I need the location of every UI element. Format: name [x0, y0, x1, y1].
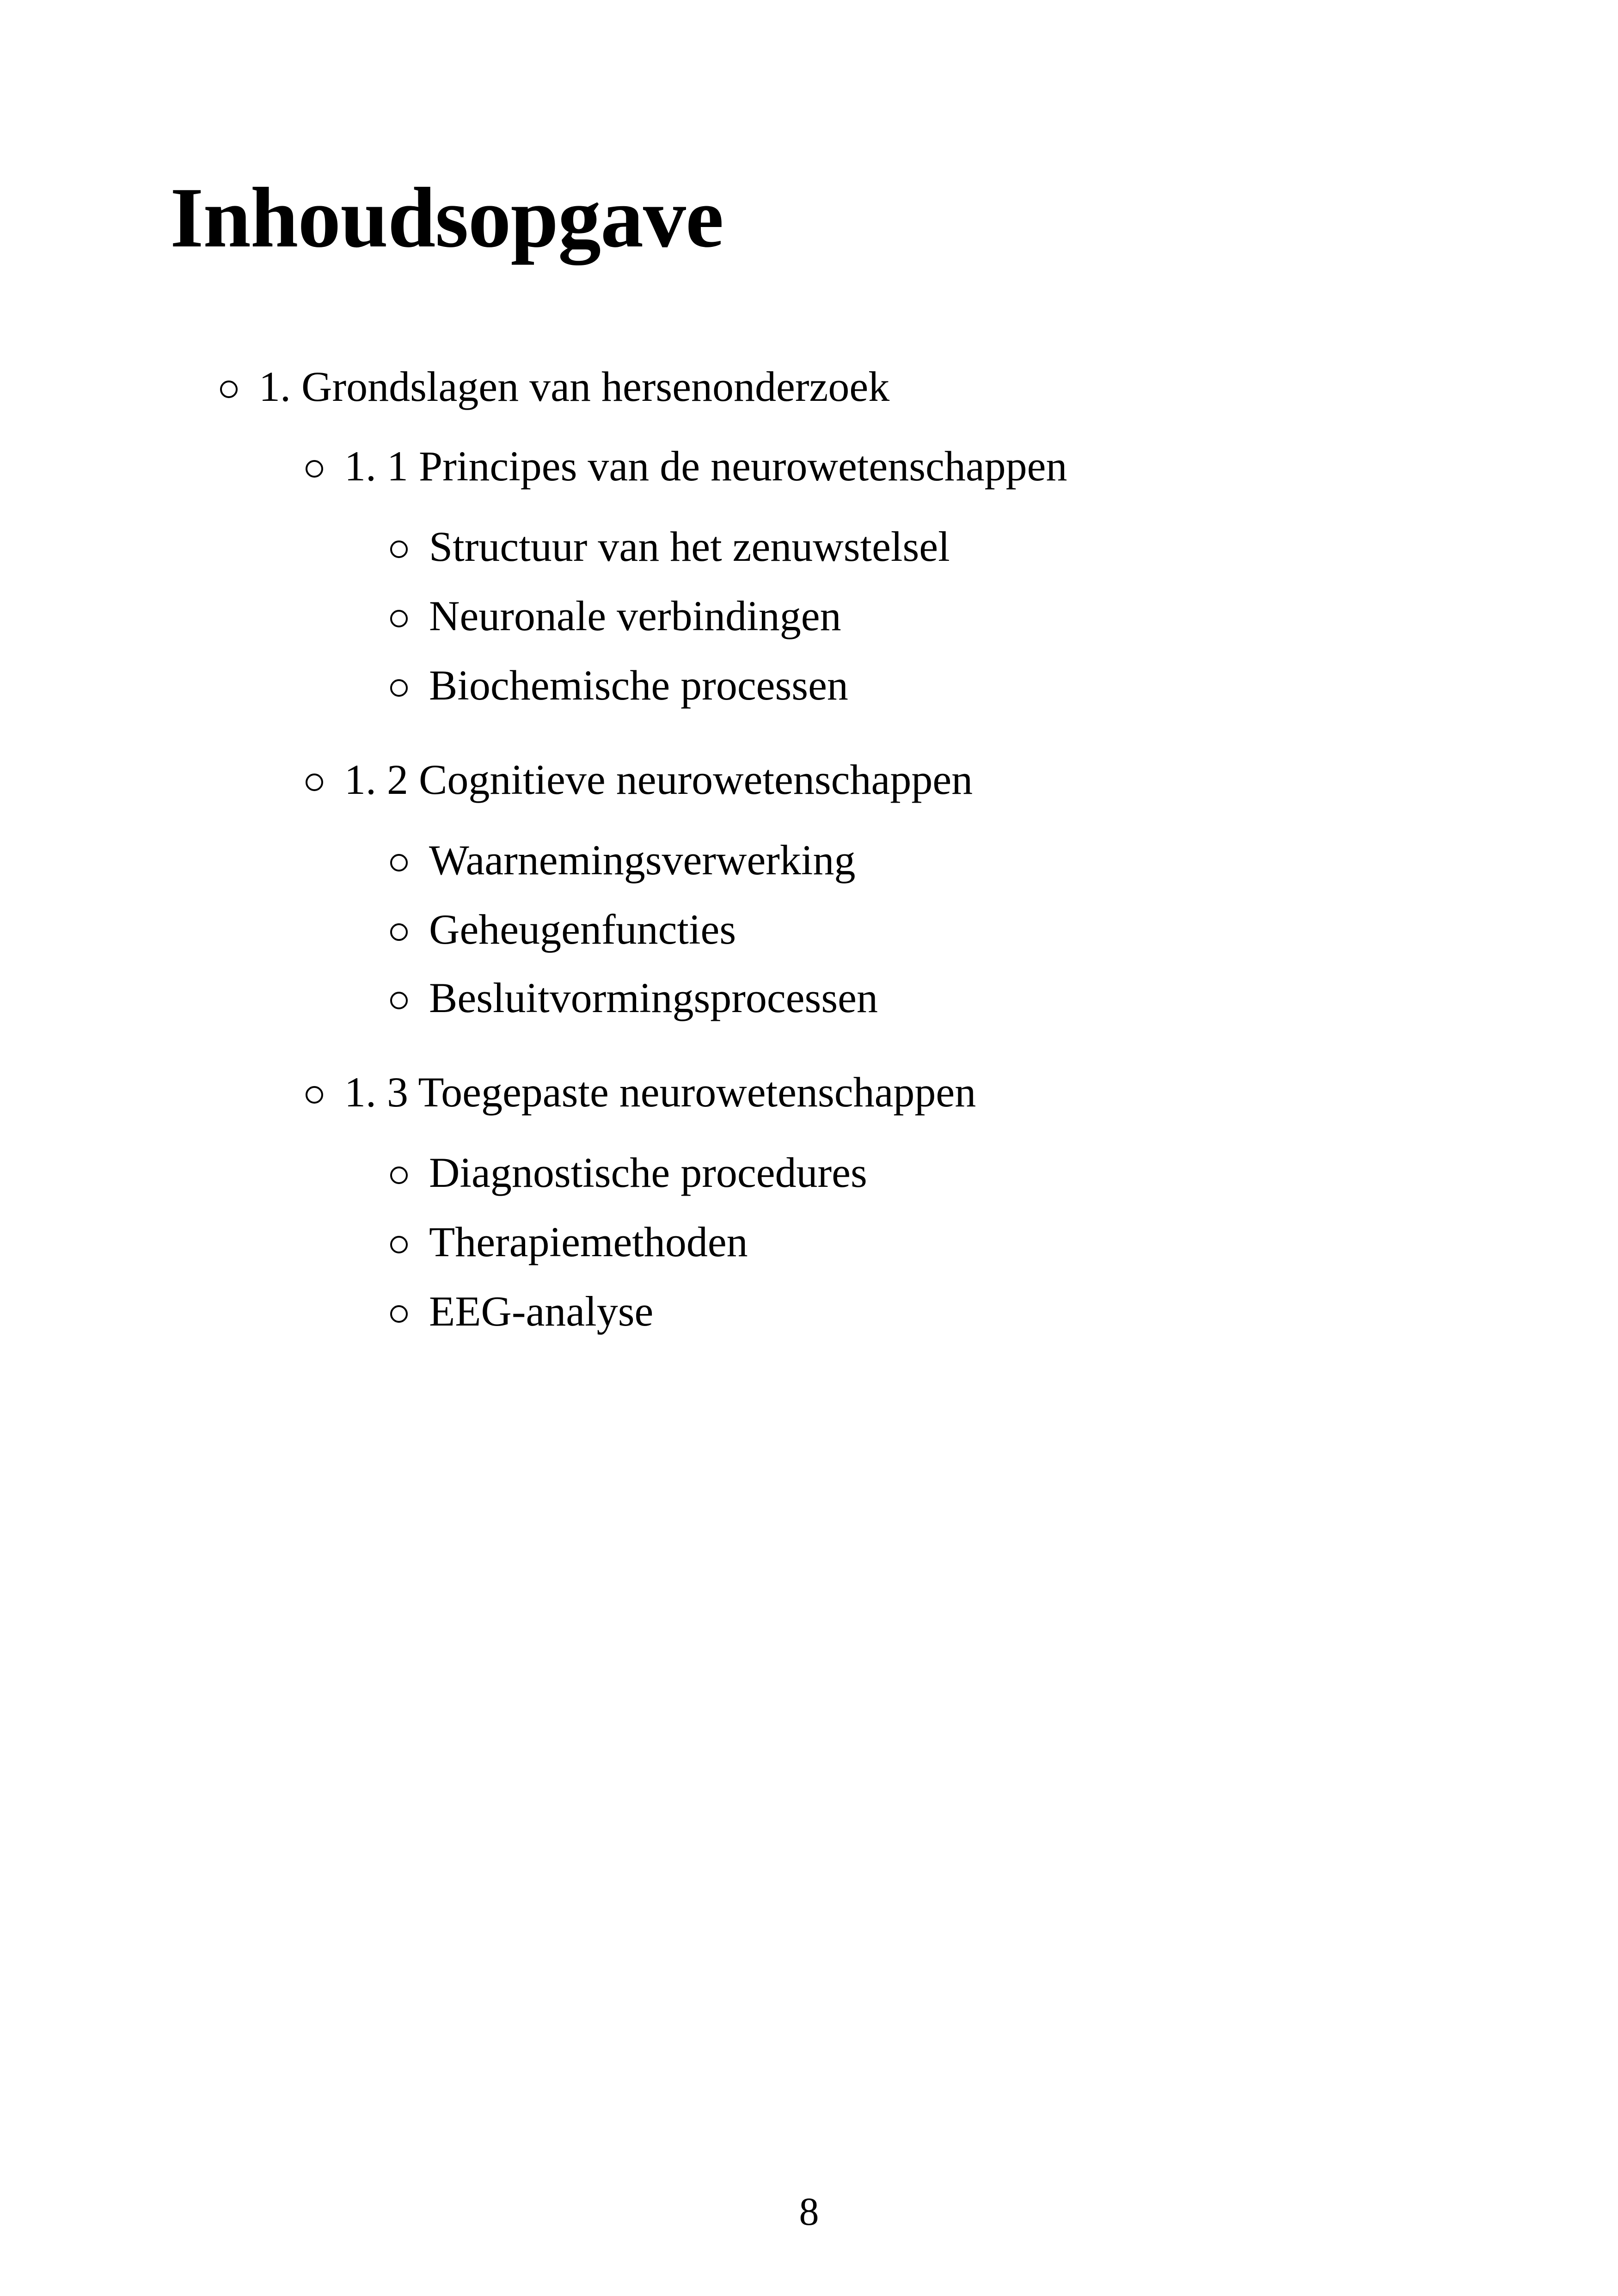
toc-subsection-item[interactable]	[429, 1288, 654, 1335]
toc-subsection-label: Therapiemethoden	[429, 1218, 748, 1265]
toc-subsection-label: Neuronale verbindingen	[429, 592, 841, 639]
toc-subsection-label: EEG-analyse	[429, 1288, 654, 1335]
open-circle-icon	[390, 679, 408, 697]
open-circle-icon	[306, 460, 323, 478]
toc-subsection-item[interactable]	[429, 1151, 867, 1194]
page-title: Inhoudsopgave	[170, 170, 723, 265]
open-circle-icon	[390, 610, 408, 627]
toc-subsection-item[interactable]	[429, 1218, 748, 1265]
toc-section-1-1[interactable]	[344, 442, 1067, 490]
open-circle-icon	[390, 1236, 408, 1253]
toc-section-label: 1. 1 Principes van de neurowetenschappen	[344, 442, 1067, 490]
open-circle-icon	[306, 774, 323, 791]
toc-subsection-item[interactable]	[429, 592, 841, 639]
toc-subsection-item[interactable]	[429, 662, 848, 709]
open-circle-icon	[390, 923, 408, 941]
open-circle-icon	[390, 540, 408, 558]
toc-section-1-2[interactable]	[344, 758, 973, 801]
toc-subsection-item[interactable]	[429, 976, 878, 1019]
toc-subsection-item[interactable]	[429, 836, 856, 884]
toc-subsection-label: Diagnostische procedures	[429, 1149, 867, 1196]
toc-section-1-3[interactable]	[344, 1068, 976, 1116]
toc-subsection-label: Structuur van het zenuwstelsel	[429, 523, 950, 570]
toc-subsection-label: Waarnemingsverwerking	[429, 836, 856, 884]
toc-chapter-label: 1. Grondslagen van hersenonderzoek	[259, 363, 890, 410]
page-number: 8	[799, 2189, 819, 2234]
open-circle-icon	[306, 1086, 323, 1104]
toc-subsection-item[interactable]	[429, 525, 950, 568]
toc-section-label: 1. 3 Toegepaste neurowetenschappen	[344, 1068, 976, 1116]
toc-subsection-label: Biochemische processen	[429, 662, 848, 709]
open-circle-icon	[390, 992, 408, 1009]
open-circle-icon	[220, 381, 238, 398]
open-circle-icon	[390, 1305, 408, 1323]
toc-chapter-1[interactable]	[259, 365, 889, 408]
open-circle-icon	[390, 1166, 408, 1184]
toc-subsection-label: Besluitvormingsprocessen	[429, 974, 878, 1021]
open-circle-icon	[390, 854, 408, 872]
toc-subsection-label: Geheugenfuncties	[429, 906, 736, 953]
toc-subsection-item[interactable]	[429, 908, 736, 951]
toc-section-label: 1. 2 Cognitieve neurowetenschappen	[344, 756, 973, 803]
